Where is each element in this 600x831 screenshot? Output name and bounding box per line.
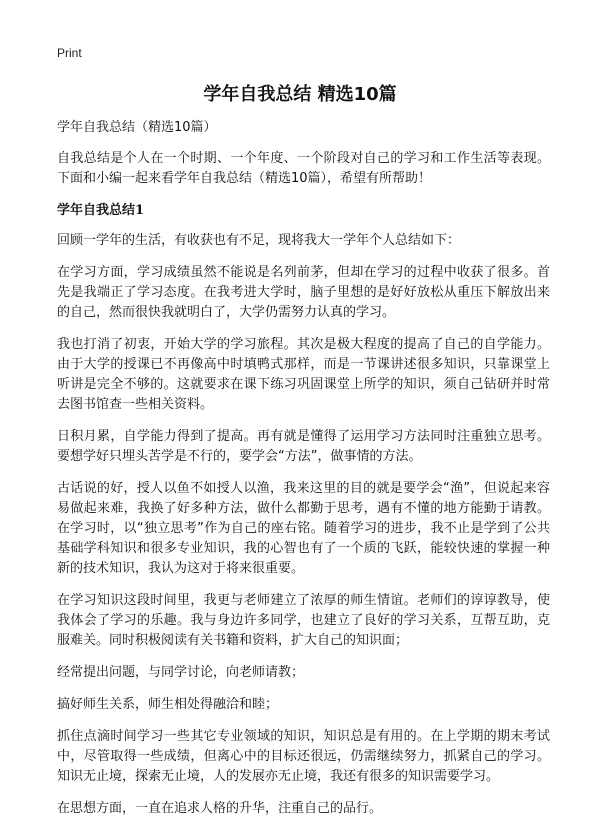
intro-paragraph: 自我总结是个人在一个时期、一个年度、一个阶段对自己的学习和工作生活等表现。下面和小编一起来看学年自我总结（精选10篇），希望有所帮助！ [57,151,550,186]
paragraph: 在学习方面，学习成绩虽然不能说是名列前茅，但却在学习的过程中收获了很多。首先是我端正了学习态度。在我考进大学时，脑子里想的是好好放松从重压下解放出来的自己，然而很快我就明白了，大学仍需努力认真的学习。 [57,265,550,320]
section-heading: 学年自我总结1 [57,203,145,218]
paragraph: 搞好师生关系，师生相处得融洽和睦； [57,697,279,712]
paragraph: 抓住点滴时间学习一些其它专业领域的知识，知识总是有用的。在上学期的期末考试中，尽管取得一些成绩，但离心中的目标还很远，仍需继续努力，抓紧自己的学习。知识无止境，探索无止境，人的发展亦无止境，我还有很多的知识需要学习。 [57,729,550,784]
paragraph: 我也打消了初衷，开始大学的学习旅程。其次是极大程度的提高了自己的自学能力。由于大学的授课已不再像高中时填鸭式那样，而是一节课讲述很多知识，只靠课堂上听讲是完全不够的。这就要求在课下练习巩固课堂上所学的知识，须自己钻研并时常去图书馆查一些相关资料。 [57,337,550,412]
print-link[interactable]: Print [57,46,82,60]
paragraph: 古话说的好，授人以鱼不如授人以渔，我来这里的目的就是要学会“渔”，但说起来容易做起来难，我换了好多种方法，做什么都勤于思考，遇有不懂的地方能勤于请教。在学习时，以“独立思考”作为自己的座右铭。随着学习的进步，我不止是学到了公共基础学科知识和很多专业知识，我的心智也有了一个质的飞跃，能较快速的掌握一种新的技术知识，我认为这对于将来很重要。 [57,481,550,576]
page-title: 学年自我总结 精选10篇 [203,84,397,105]
paragraph: 在思想方面，一直在追求人格的升华，注重自己的品行。 [57,801,383,816]
paragraph: 回顾一学年的生活，有收获也有不足，现将我大一学年个人总结如下： [57,233,461,248]
paragraph: 在学习知识这段时间里，我更与老师建立了浓厚的师生情谊。老师们的谆谆教导，使我体会了学习的乐趣。我与身边许多同学，也建立了良好的学习关系，互帮互助，克服难关。同时积极阅读有关书籍和资料，扩大自己的知识面； [57,593,550,648]
document-body [57,118,550,831]
document-subtitle: 学年自我总结（精选10篇） [57,120,217,135]
paragraph: 日积月累，自学能力得到了提高。再有就是懂得了运用学习方法同时注重独立思考。要想学好只埋头苦学是不行的，要学会“方法”，做事情的方法。 [57,429,550,464]
paragraph: 经常提出问题，与同学讨论，向老师请教； [57,665,305,680]
